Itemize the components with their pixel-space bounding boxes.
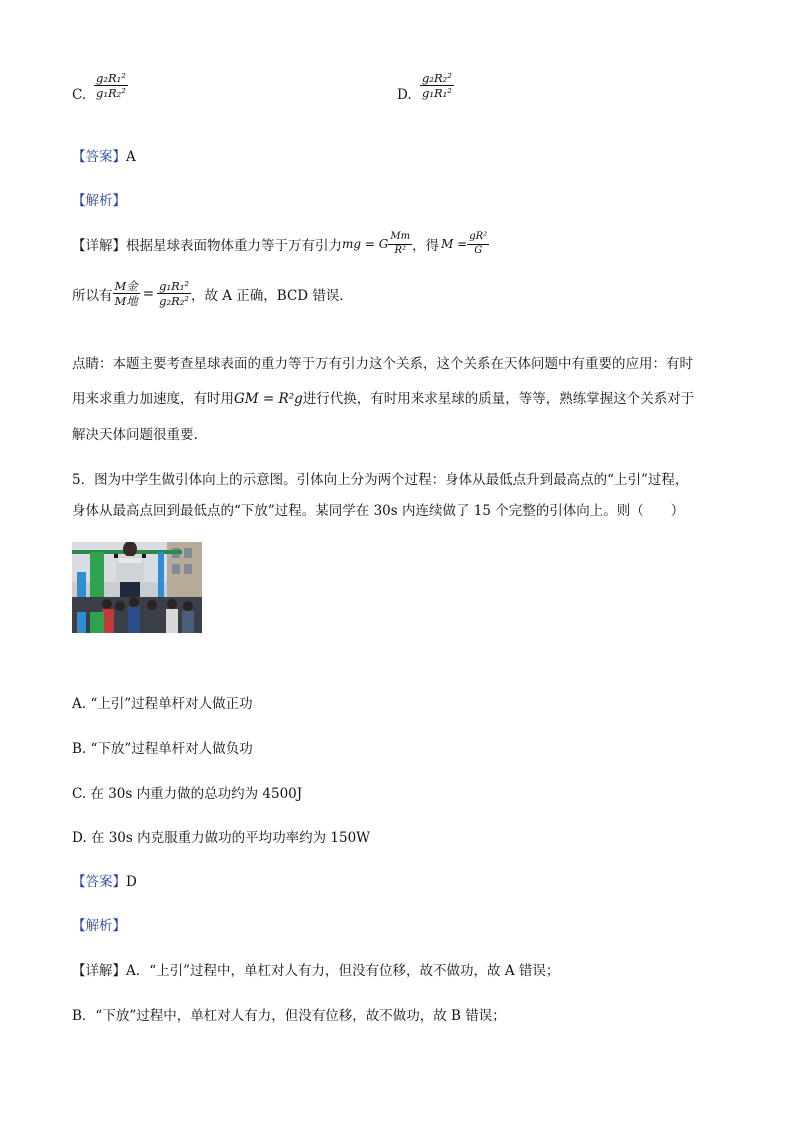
q4-answer-value: A	[126, 149, 136, 165]
q5-option-a: A. “上引”过程单杆对人做正功	[72, 696, 253, 712]
q4-mid-text: ，得	[412, 238, 440, 254]
q4-note-line3: 解决天体问题很重要.	[72, 427, 198, 443]
pull-up-photo	[72, 542, 202, 633]
q4-eq1-den: R²	[394, 244, 406, 256]
q4-eq2-den: G	[474, 244, 483, 256]
q5-option-c: C. 在 30s 内重力做的总功约为 4500J	[72, 786, 303, 802]
option-c-fraction	[94, 72, 128, 99]
q5-option-d: D. 在 30s 内克服重力做功的平均功率约为 150W	[72, 830, 371, 846]
option-c-numerator: g₂R₁²	[96, 71, 126, 85]
q4-so-text: 所以有	[72, 287, 113, 304]
q4-ratio-left	[113, 280, 140, 307]
q4-note-line1: 点睛：本题主要考查星球表面的重力等于万有引力这个关系，这个关系在天体问题中有重要的应用：有时	[72, 356, 693, 372]
q4-ratio-r-num: g₁R₁²	[159, 279, 189, 293]
q4-eq2-fraction	[467, 232, 489, 256]
q4-eq1-num: Mm	[388, 232, 412, 245]
q4-answer-tag: 【答案】	[72, 149, 126, 165]
q5-detail-a	[72, 959, 559, 979]
q4-eq1-lhs: mg = G	[342, 237, 389, 251]
q4-ratio-num: M金	[114, 279, 138, 293]
q4-detail-tag: 【详解】	[72, 238, 126, 254]
option-d-fraction	[420, 72, 454, 99]
q4-ratio-line	[72, 280, 353, 307]
q5-answer-tag: 【答案】	[72, 874, 126, 890]
q5-stem-line1: 5．图为中学生做引体向上的示意图。引体向上分为两个过程：身体从最低点升到最高点的“上引”过程，	[72, 472, 689, 488]
q4-ratio-right	[157, 280, 191, 307]
q4-note-line2	[72, 387, 694, 407]
q4-note-line2-a: 用来求重力加速度，有时用	[72, 391, 234, 407]
q4-eq2-lhs: M =	[441, 237, 468, 251]
q4-ratio-den: M地	[114, 294, 138, 309]
option-d-numerator: g₂R₂²	[422, 71, 452, 85]
q4-eq2-num: gR²	[467, 232, 489, 245]
q4-ratio-equals: =	[142, 285, 155, 302]
q4-note-line2-b: 进行代换，有时用来求星球的质量，等等，熟练掌握这个关系对于	[302, 391, 695, 407]
option-d-label: D.	[397, 87, 412, 103]
q5-analysis-tag: 【解析】	[72, 918, 126, 934]
q4-answer-line	[72, 145, 136, 165]
q4-analysis-tag: 【解析】	[72, 193, 126, 209]
q4-detail-text: 根据星球表面物体重力等于万有引力	[126, 238, 342, 254]
option-c-label: C.	[72, 87, 87, 103]
q4-note-line2-eq: GM = R²g	[234, 391, 303, 407]
q5-option-b: B. “下放”过程单杆对人做负功	[72, 741, 253, 757]
q5-answer-value: D	[126, 874, 137, 890]
q4-ratio-r-den: g₂R₂²	[159, 294, 189, 309]
q4-eq1-fraction	[388, 232, 412, 256]
option-d-denominator: g₁R₁²	[422, 86, 452, 101]
option-c-denominator: g₁R₂²	[96, 86, 126, 101]
q5-answer-line	[72, 870, 137, 890]
q5-detail-b: B．“下放”过程中，单杠对人有力，但没有位移，故不做功，故 B 错误；	[72, 1008, 506, 1024]
q5-stem-line2: 身体从最高点回到最低点的“下放”过程。某同学在 30s 内连续做了 15 个完整的引体向上。则（ ）	[72, 503, 685, 519]
q5-detail-tag: 【详解】	[72, 963, 126, 979]
q5-detail-a-text: A．“上引”过程中，单杠对人有力，但没有位移，故不做功，故 A 错误；	[126, 963, 560, 979]
q4-detail-line	[72, 232, 489, 256]
q4-conclusion: ，故 A 正确，BCD 错误．	[190, 287, 353, 304]
